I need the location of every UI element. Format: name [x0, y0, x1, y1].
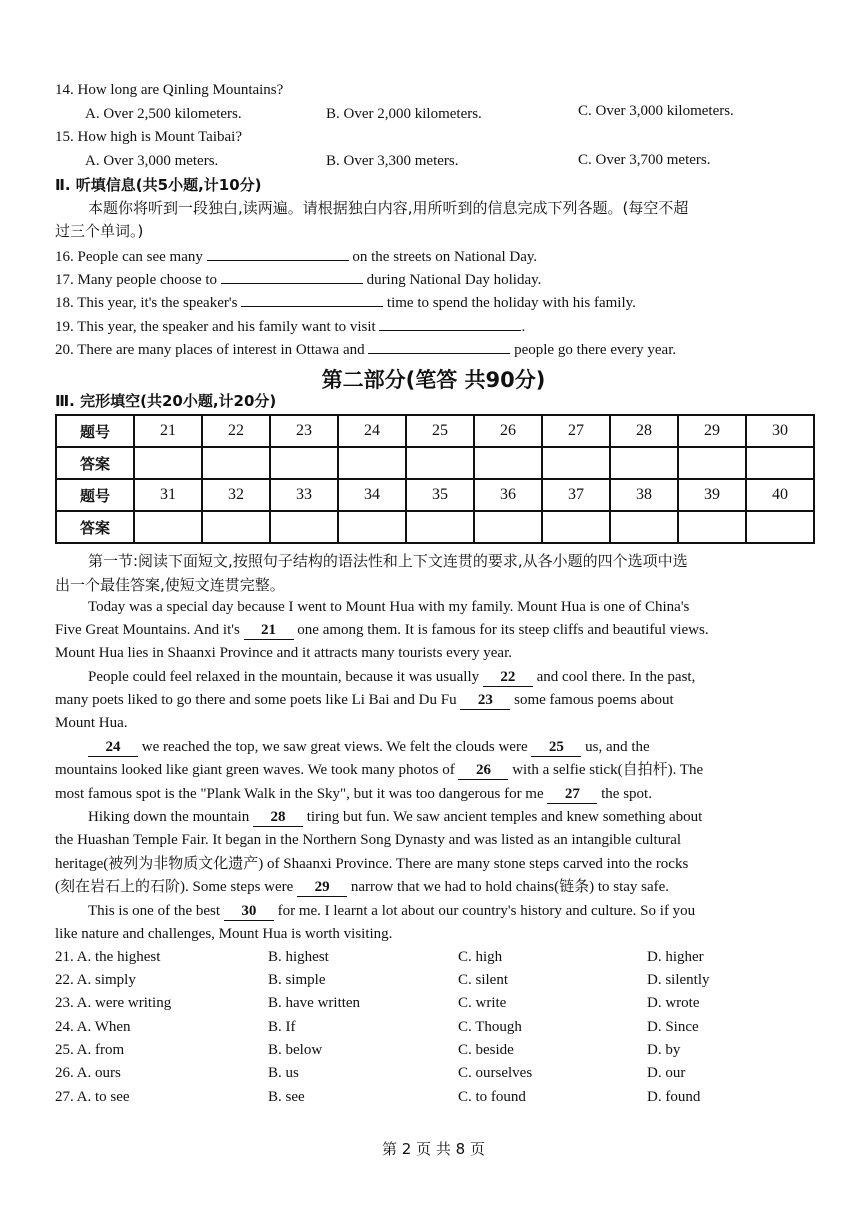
- option-25-a[interactable]: 25. A. from: [55, 1042, 125, 1058]
- section-2-heading: Ⅱ. 听填信息(共5小题,计10分): [55, 176, 262, 194]
- passage-text: most famous spot is the "Plank Walk in the Sky", but it was too dangerous for me: [55, 786, 544, 802]
- answer-cell[interactable]: [746, 511, 814, 543]
- question-15-option-a[interactable]: A. Over 3,000 meters.: [85, 153, 219, 169]
- passage-text: with a selfie stick(自拍杆). The: [512, 762, 704, 778]
- section-3-heading: Ⅲ. 完形填空(共20小题,计20分): [55, 392, 277, 410]
- passage-line: Mount Hua lies in Shaanxi Province and it attracts many tourists every year.: [55, 645, 512, 661]
- passage-line: [88, 901, 695, 921]
- grid-number: 33: [270, 479, 338, 511]
- passage-text: mountains looked like giant green waves. We took many photos of: [55, 762, 455, 778]
- label-answer: 答案: [56, 447, 134, 479]
- answer-cell[interactable]: [678, 511, 746, 543]
- answer-blank-16[interactable]: [207, 246, 349, 261]
- answer-cell[interactable]: [134, 511, 202, 543]
- option-25-d[interactable]: D. by: [647, 1042, 681, 1058]
- passage-text: narrow that we had to hold chains(链条) to stay safe.: [350, 879, 670, 895]
- option-22-a[interactable]: 22. A. simply: [55, 972, 136, 988]
- passage-text: This is one of the best: [88, 903, 221, 919]
- cloze-blank-30[interactable]: 30: [224, 903, 274, 921]
- grid-number: 28: [610, 415, 678, 447]
- passage-line: [88, 737, 650, 757]
- option-24-d[interactable]: D. Since: [647, 1019, 699, 1035]
- question-14-option-a[interactable]: A. Over 2,500 kilometers.: [85, 106, 242, 122]
- fill-item-19: [55, 316, 525, 337]
- option-22-b[interactable]: B. simple: [268, 972, 326, 988]
- option-21-c[interactable]: C. high: [458, 949, 503, 965]
- page-footer: 第 2 页 共 8 页: [382, 1140, 485, 1158]
- option-27-b[interactable]: B. see: [268, 1089, 305, 1105]
- grid-number: 34: [338, 479, 406, 511]
- answer-grid: [55, 414, 815, 544]
- passage-line: Mount Hua.: [55, 715, 128, 731]
- answer-cell[interactable]: [338, 511, 406, 543]
- cloze-instruction-line2: 出一个最佳答案,使短文连贯完整。: [55, 576, 285, 594]
- passage-line: [55, 760, 703, 780]
- question-15-stem: 15. How high is Mount Taibai?: [55, 129, 242, 145]
- cloze-blank-22[interactable]: 22: [483, 669, 533, 687]
- passage-line: like nature and challenges, Mount Hua is worth visiting.: [55, 926, 393, 942]
- cloze-blank-28[interactable]: 28: [253, 809, 303, 827]
- passage-text: (刻在岩石上的石阶). Some steps were: [55, 879, 294, 895]
- fill-item-18-suffix: time to spend the holiday with his family.: [386, 295, 636, 311]
- cloze-blank-25[interactable]: 25: [531, 739, 581, 757]
- question-14-stem: 14. How long are Qinling Mountains?: [55, 82, 284, 98]
- fill-item-20: [55, 339, 676, 360]
- grid-number: 40: [746, 479, 814, 511]
- passage-line: [55, 690, 674, 710]
- answer-cell[interactable]: [270, 511, 338, 543]
- grid-number: 37: [542, 479, 610, 511]
- question-14-option-c[interactable]: C. Over 3,000 kilometers.: [578, 103, 734, 119]
- grid-number: 36: [474, 479, 542, 511]
- passage-text: some famous poems about: [514, 692, 674, 708]
- passage-text: the spot.: [601, 786, 652, 802]
- cloze-instruction-line1: 第一节:阅读下面短文,按照句子结构的语法性和上下文连贯的要求,从各小题的四个选项中选: [88, 552, 688, 570]
- option-23-b[interactable]: B. have written: [268, 995, 361, 1011]
- answer-cell[interactable]: [610, 511, 678, 543]
- option-26-c[interactable]: C. ourselves: [458, 1065, 533, 1081]
- answer-cell[interactable]: [202, 447, 270, 479]
- option-26-a[interactable]: 26. A. ours: [55, 1065, 121, 1081]
- label-number: 题号: [56, 415, 134, 447]
- passage-text: one among them. It is famous for its steep cliffs and beautiful views.: [297, 622, 709, 638]
- option-21-a[interactable]: 21. A. the highest: [55, 949, 161, 965]
- answer-blank-17[interactable]: [221, 269, 363, 284]
- option-22-c[interactable]: C. silent: [458, 972, 509, 988]
- question-15-option-b[interactable]: B. Over 3,300 meters.: [326, 153, 459, 169]
- option-26-b[interactable]: B. us: [268, 1065, 299, 1081]
- fill-item-17-prefix: 17. Many people choose to: [55, 272, 218, 288]
- option-24-b[interactable]: B. If: [268, 1019, 296, 1035]
- grid-number: 31: [134, 479, 202, 511]
- grid-number: 25: [406, 415, 474, 447]
- passage-text: we reached the top, we saw great views. We felt the clouds were: [141, 739, 528, 755]
- label-answer: 答案: [56, 511, 134, 543]
- answer-grid-number-row-2: [56, 479, 814, 511]
- option-27-d[interactable]: D. found: [647, 1089, 701, 1105]
- answer-grid-number-row-1: [56, 415, 814, 447]
- fill-item-19-prefix: 19. This year, the speaker and his family want to visit: [55, 319, 376, 335]
- section-2-instruction-line2: 过三个单词。): [55, 222, 144, 240]
- passage-line: [88, 807, 702, 827]
- answer-cell[interactable]: [202, 511, 270, 543]
- fill-item-17: [55, 269, 541, 290]
- option-23-a[interactable]: 23. A. were writing: [55, 995, 172, 1011]
- passage-text: tiring but fun. We saw ancient temples and knew something about: [306, 809, 703, 825]
- question-15-option-c[interactable]: C. Over 3,700 meters.: [578, 152, 711, 168]
- cloze-blank-26[interactable]: 26: [458, 762, 508, 780]
- answer-cell[interactable]: [474, 447, 542, 479]
- passage-text: and cool there. In the past,: [536, 669, 696, 685]
- answer-grid-answer-row-1: [56, 447, 814, 479]
- option-27-c[interactable]: C. to found: [458, 1089, 526, 1105]
- grid-number: 27: [542, 415, 610, 447]
- passage-text: People could feel relaxed in the mountain, because it was usually: [88, 669, 480, 685]
- passage-line: the Huashan Temple Fair. It began in the Northern Song Dynasty and was listed as an intangible cultural: [55, 832, 682, 848]
- fill-item-17-suffix: during National Day holiday.: [366, 272, 542, 288]
- answer-cell[interactable]: [134, 447, 202, 479]
- option-24-c[interactable]: C. Though: [458, 1019, 522, 1035]
- answer-cell[interactable]: [610, 447, 678, 479]
- option-24-a[interactable]: 24. A. When: [55, 1019, 131, 1035]
- part-2-title: 第二部分(笔答 共90分): [321, 368, 546, 392]
- answer-cell[interactable]: [542, 447, 610, 479]
- fill-item-20-prefix: 20. There are many places of interest in Ottawa and: [55, 342, 365, 358]
- fill-item-18: [55, 292, 636, 313]
- grid-number: 39: [678, 479, 746, 511]
- answer-cell[interactable]: [746, 447, 814, 479]
- fill-item-16-suffix: on the streets on National Day.: [352, 249, 538, 265]
- option-23-d[interactable]: D. wrote: [647, 995, 700, 1011]
- passage-text: Hiking down the mountain: [88, 809, 250, 825]
- grid-number: 22: [202, 415, 270, 447]
- grid-number: 32: [202, 479, 270, 511]
- passage-line: heritage(被列为非物质文化遗产) of Shaanxi Province. There are many stone steps carved into the rocks: [55, 856, 689, 872]
- answer-blank-18[interactable]: [241, 292, 383, 307]
- option-21-d[interactable]: D. higher: [647, 949, 704, 965]
- option-22-d[interactable]: D. silently: [647, 972, 710, 988]
- fill-item-16: [55, 246, 537, 267]
- answer-blank-20[interactable]: [368, 339, 510, 354]
- cloze-blank-27[interactable]: 27: [547, 786, 597, 804]
- cloze-blank-24[interactable]: 24: [88, 739, 138, 757]
- answer-cell[interactable]: [338, 447, 406, 479]
- answer-cell[interactable]: [474, 511, 542, 543]
- grid-number: 29: [678, 415, 746, 447]
- answer-grid-answer-row-2: [56, 511, 814, 543]
- label-number: 题号: [56, 479, 134, 511]
- passage-text: Five Great Mountains. And it's: [55, 622, 240, 638]
- cloze-blank-29[interactable]: 29: [297, 879, 347, 897]
- answer-cell[interactable]: [270, 447, 338, 479]
- passage-line: [55, 877, 669, 897]
- grid-number: 21: [134, 415, 202, 447]
- grid-number: 35: [406, 479, 474, 511]
- passage-line: [88, 667, 695, 687]
- grid-number: 23: [270, 415, 338, 447]
- fill-item-19-suffix: .: [521, 319, 526, 335]
- answer-blank-19[interactable]: [379, 316, 521, 331]
- grid-number: 26: [474, 415, 542, 447]
- option-25-c[interactable]: C. beside: [458, 1042, 514, 1058]
- passage-line: Today was a special day because I went to Mount Hua with my family. Mount Hua is one of China's: [88, 599, 690, 615]
- answer-cell[interactable]: [406, 447, 474, 479]
- grid-number: 38: [610, 479, 678, 511]
- option-21-b[interactable]: B. highest: [268, 949, 329, 965]
- option-27-a[interactable]: 27. A. to see: [55, 1089, 130, 1105]
- question-14-option-b[interactable]: B. Over 2,000 kilometers.: [326, 106, 482, 122]
- section-2-instruction-line1: 本题你将听到一段独白,读两遍。请根据独白内容,用所听到的信息完成下列各题。(每空不超: [88, 199, 689, 217]
- answer-cell[interactable]: [542, 511, 610, 543]
- fill-item-20-suffix: people go there every year.: [514, 342, 677, 358]
- cloze-blank-23[interactable]: 23: [460, 692, 510, 710]
- passage-text: for me. I learnt a lot about our country's history and culture. So if you: [277, 903, 696, 919]
- fill-item-16-prefix: 16. People can see many: [55, 249, 203, 265]
- passage-text: many poets liked to go there and some poets like Li Bai and Du Fu: [55, 692, 457, 708]
- cloze-blank-21[interactable]: 21: [244, 622, 294, 640]
- passage-line: [55, 620, 709, 640]
- option-23-c[interactable]: C. write: [458, 995, 507, 1011]
- passage-text: us, and the: [585, 739, 650, 755]
- option-25-b[interactable]: B. below: [268, 1042, 323, 1058]
- option-26-d[interactable]: D. our: [647, 1065, 686, 1081]
- passage-line: [55, 784, 652, 804]
- grid-number: 24: [338, 415, 406, 447]
- grid-number: 30: [746, 415, 814, 447]
- fill-item-18-prefix: 18. This year, it's the speaker's: [55, 295, 238, 311]
- answer-cell[interactable]: [406, 511, 474, 543]
- answer-cell[interactable]: [678, 447, 746, 479]
